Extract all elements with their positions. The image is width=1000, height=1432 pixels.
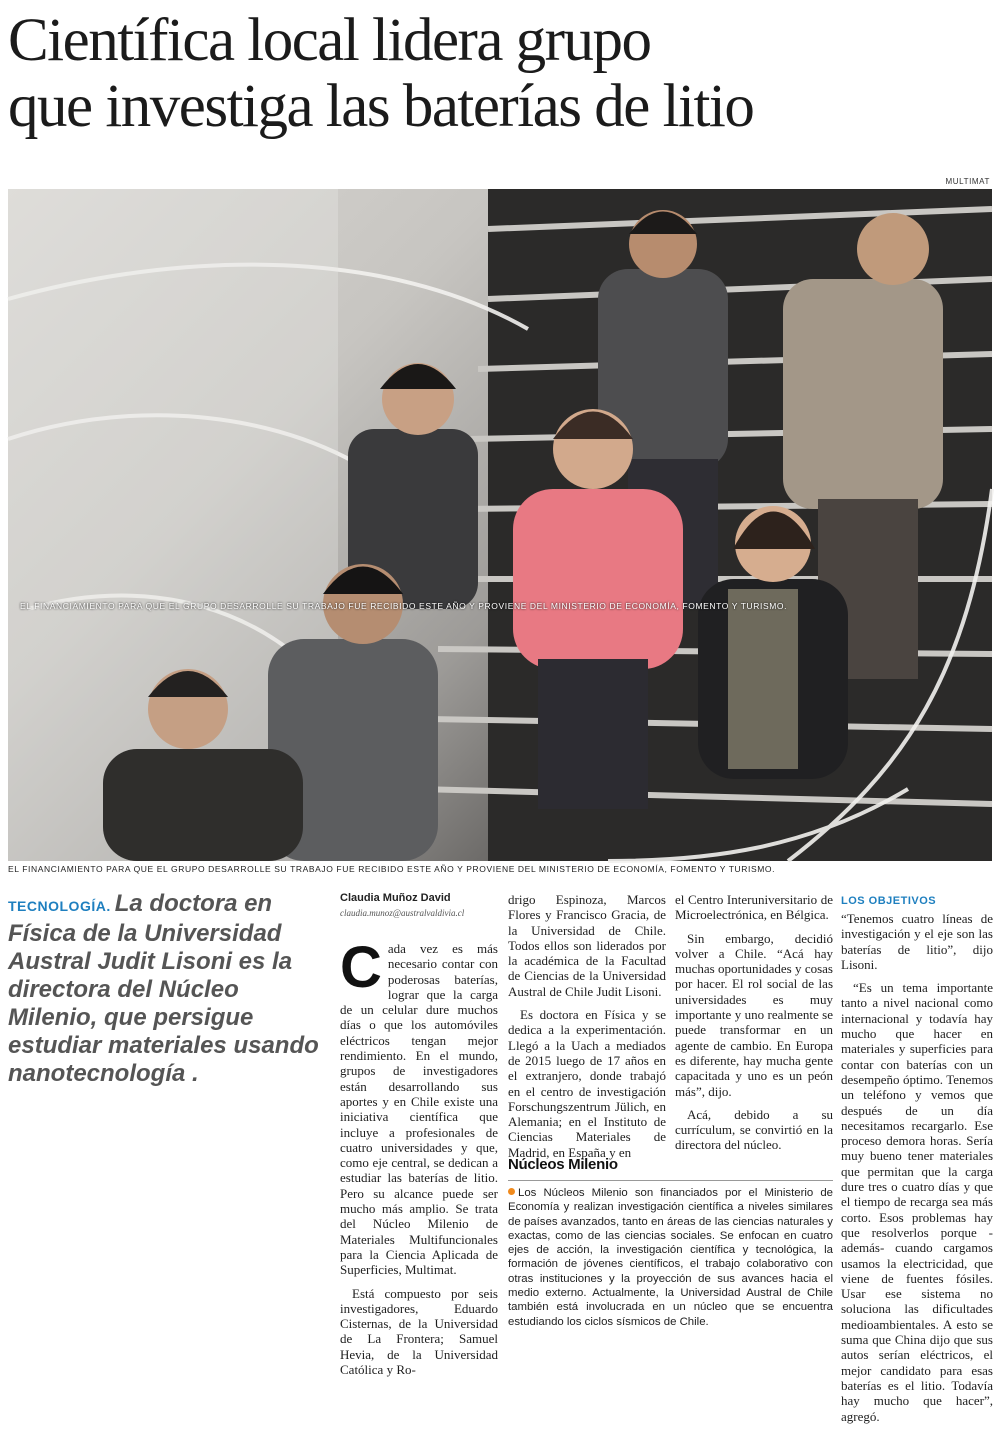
group-photo [8,189,992,861]
objectives-title: LOS OBJETIVOS [841,895,937,907]
photo-illustration [8,189,992,861]
article-paragraph: Es doctora en Física y se dedica a la experimentación. Llegó a la Uach a mediados de 2015 luego de 17 años en el extranjero, donde trabajó en el centro de investigación Forschungszentrum Jülich, en Alemania; en el Instituto de Ciencias Materiales de Madrid, en España y en [508,1007,666,1160]
sidebar-box-title: Núcleos Milenio [508,1156,618,1173]
article-paragraph: “Tenemos cuatro líneas de investigación y el eje son las baterías de litio”, dijo Lisoni. [841,911,993,972]
article-paragraph: drigo Espinoza, Marcos Flores y Francisco Gracia, de la Universidad de Chile. Todos ellos son liderados por la académica de la Facultad de Ciencias de la Universidad Austral de Chile Judit Lisoni. [508,892,666,999]
article-column-3 [675,892,833,1161]
article-paragraph: “Es un tema importante tanto a nivel nacional como internacional y todavía hay mucho que hacer en materiales y superficies para contar con baterías con un desempeño óptimo. Tenemos un teléfono y vemos que después de un día necesitamos recargarlo. Ese proceso demora horas. Sería muy bueno tener materiales que permitan que la carga dure tres o cuatro días y que el tiempo de recarga sea más corto. Esos problemas hay que resolverlos porque -además- cuando cargamos usamos la electricidad, que viene de fuentes fósiles. Usar ese sistema no soluciona las dificultades medioambientales. A esto se suma que China dijo que sus autos serían eléctricos, el mejor candidato para esas baterías es el litio. Todavía hay mucho que hacer”, agregó. [841,980,993,1424]
author-email[interactable]: claudia.munoz@australvaldivia.cl [340,908,465,918]
article-paragraph: Acá, debido a su currículum, se convirtió en la directora del núcleo. [675,1106,833,1153]
byline [340,892,500,918]
bullet-dot-icon [508,1188,515,1195]
section-kicker: TECNOLOGÍA. [8,898,111,914]
article-paragraph: Cada vez es más necesario contar con poderosas baterías, lograr que la carga de un celular dure muchos días o que los automóviles eléctricos tengan mejor rendimiento. En el mundo, grupos de investigadores están desarrollando sus aportes y en Chile existe una iniciativa científica que incluye a profesionales de cuatro universidades y que, como eje central, se dedican a estudiar las baterías de litio. Pero su alcance puede ser mucho más amplio. Se trata del Núcleo Milenio de Materiales Multifuncionales para la Ciencia Aplicada de Superficies, Multimat. [340,935,498,1278]
article-column-4 [841,911,993,1432]
author-name: Claudia Muñoz David [340,892,451,904]
article-paragraph: el Centro Interuniversitario de Microelectrónica, en Bélgica. [675,892,833,923]
headline-line-1: Científica local lidera grupo [8,7,651,74]
article-paragraph: Está compuesto por seis investigadores, Eduardo Cisternas, de la Universidad de La Frontera; Samuel Hevia, de la Universidad Católica y Ro- [340,1285,498,1378]
lead-text: La doctora en Física de la Universidad Austral Judit Lisoni es la directora del Núcleo Milenio, que persigue estudiar materiales usando nanotecnología . [8,890,319,1087]
sidebar-box-text: Los Núcleos Milenio son financiados por el Ministerio de Economía y realizan investigación científica a niveles similares de países avanzados, tanto en áreas de las ciencias naturales y exactas, como de las ciencias sociales. Se enfocan en cuatro ejes de acción, la investigación científica y tecnológica, la formación de jóvenes científicos, el trabajo colaborativo con otras instituciones y la proyección de sus avances hacia el medio externo. Actualmente, la Universidad Austral de Chile también está involucrada en un núcleo que se encuentra estudiando los ciclos sísmicos de Chile. [508,1187,833,1328]
article-paragraph: Sin embargo, decidió volver a Chile. “Acá hay muchas oportunidades y cosas por hacer. El rol social de las universidades es muy importante y uno realmente se puede transformar en un agente de cambio. En Europa es diferente, hay mucha gente capacitada y uno es un peón más”, dijo. [675,930,833,1099]
article-column-1 [340,935,498,1385]
inner-photo-caption: EL FINANCIAMIENTO PARA QUE EL GRUPO DESARROLLE SU TRABAJO FUE RECIBIDO ESTE AÑO Y PROVIENE DEL MINISTERIO DE ECONOMÍA, FOMENTO Y TURISMO. [20,601,788,611]
photo-credit: MULTIMAT [945,177,990,186]
headline-line-2: que investiga las baterías de litio [8,73,754,140]
photo-caption: EL FINANCIAMIENTO PARA QUE EL GRUPO DESARROLLE SU TRABAJO FUE RECIBIDO ESTE AÑO Y PROVIENE DEL MINISTERIO DE ECONOMÍA, FOMENTO Y TURISMO. [8,864,776,874]
headline [8,8,993,140]
drop-cap: C [340,935,382,1000]
sidebar-box-divider [508,1180,833,1181]
lead-paragraph [8,890,326,1088]
article-column-2 [508,892,666,1168]
